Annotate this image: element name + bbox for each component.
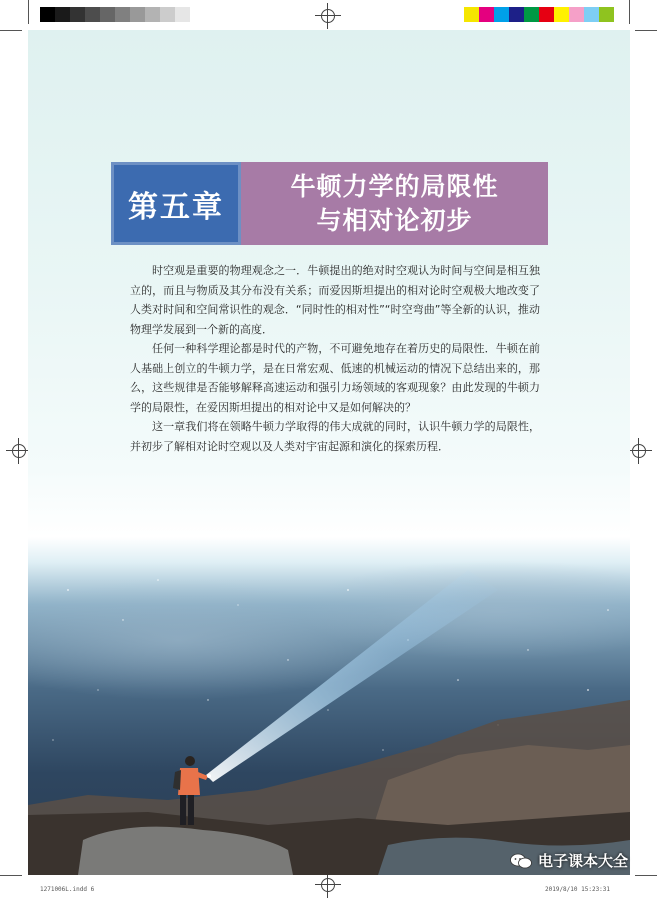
trim-mark xyxy=(0,875,22,876)
night-sky-photo xyxy=(28,550,630,875)
color-swatch xyxy=(464,7,479,22)
color-swatch xyxy=(539,7,554,22)
trim-mark xyxy=(635,875,657,876)
color-swatch xyxy=(554,7,569,22)
chapter-title-line-2: 与相对论初步 xyxy=(316,205,473,235)
gray-swatch xyxy=(40,7,55,22)
gray-swatch xyxy=(70,7,85,22)
trim-mark xyxy=(28,0,29,24)
wechat-watermark xyxy=(510,850,628,871)
color-swatch xyxy=(509,7,524,22)
color-swatch xyxy=(584,7,599,22)
grayscale-calibration-bar xyxy=(40,7,205,22)
file-slug: 1271006L.indd 6 xyxy=(40,886,95,893)
gray-swatch xyxy=(115,7,130,22)
gray-swatch xyxy=(145,7,160,22)
intro-paragraph: 时空观是重要的物理观念之一．牛顿提出的绝对时空观认为时间与空间是相互独立的，而且与物质及其分布没有关系；而爱因斯坦提出的相对论时空观极大地改变了人类对时间和空间常识性的观念．“同时性的相对性”“时空弯曲”等全新的认识，推动物理学发展到一个新的高度． xyxy=(130,264,540,336)
chapter-title xyxy=(241,162,548,245)
chapter-intro xyxy=(130,261,540,456)
color-swatch xyxy=(479,7,494,22)
color-calibration-bar xyxy=(464,7,614,22)
textbook-page xyxy=(28,30,630,875)
color-swatch xyxy=(494,7,509,22)
gray-swatch xyxy=(160,7,175,22)
color-swatch xyxy=(569,7,584,22)
date-slug: 2019/8/10 15:23:31 xyxy=(545,886,611,893)
wechat-account-name: 电子课本大全 xyxy=(538,852,629,870)
trim-mark xyxy=(0,30,22,31)
gray-swatch xyxy=(55,7,70,22)
intro-paragraph: 任何一种科学理论都是时代的产物，不可避免地存在着历史的局限性．牛顿在前人基础上创立的牛顿力学，是在日常宏观、低速的机械运动的情况下总结出来的，那么，这些规律是否能够解释高速运动和强引力场领域的客观现象？由此发现的牛顿力学的局限性，在爱因斯坦提出的相对论中又是如何解决的？ xyxy=(130,342,540,414)
registration-mark-bottom xyxy=(315,872,341,898)
intro-paragraph: 这一章我们将在领略牛顿力学取得的伟大成就的同时，认识牛顿力学的局限性，并初步了解相对论时空观以及人类对宇宙起源和演化的探索历程． xyxy=(130,420,540,453)
gray-swatch xyxy=(190,7,205,22)
wechat-icon xyxy=(510,853,532,869)
gray-swatch xyxy=(175,7,190,22)
trim-mark xyxy=(635,30,657,31)
gray-swatch xyxy=(100,7,115,22)
gray-swatch xyxy=(130,7,145,22)
registration-mark-top xyxy=(315,3,341,29)
gray-swatch xyxy=(85,7,100,22)
night-sky-illustration xyxy=(28,550,630,875)
chapter-label: 第五章 xyxy=(111,162,241,245)
color-swatch xyxy=(524,7,539,22)
chapter-title-line-1: 牛顿力学的局限性 xyxy=(290,171,499,201)
color-swatch xyxy=(599,7,614,22)
trim-mark xyxy=(629,0,630,24)
